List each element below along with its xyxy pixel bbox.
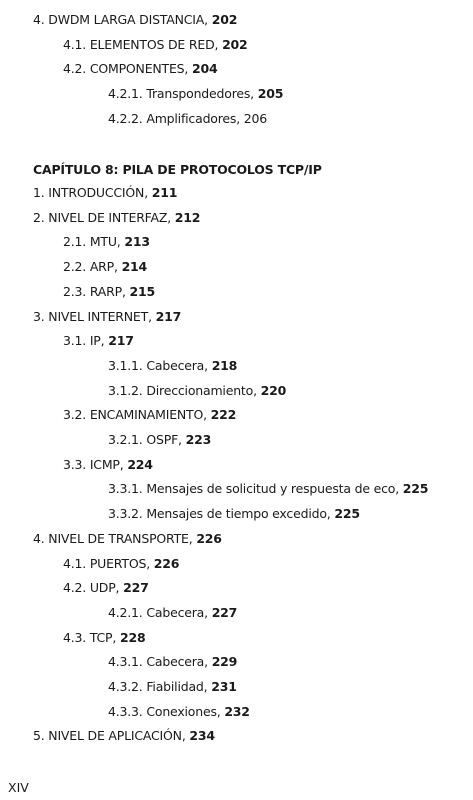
toc-entry-page-number: 225 [334, 506, 360, 522]
toc-entry-page-number: 228 [119, 629, 146, 645]
toc-entry-title: 4.3.3. Conexiones, [108, 703, 225, 719]
toc-entry-page-number: 202 [211, 12, 238, 27]
toc-entry-page-number: 211 [151, 185, 178, 200]
toc-entry-page-number: 231 [211, 679, 237, 694]
toc-entry-page-number: 217 [108, 333, 134, 349]
toc-entry [63, 630, 145, 646]
toc-entry [108, 679, 237, 695]
toc-entry-title: 4. NIVEL DE TRANSPORTE, [33, 530, 197, 546]
toc-entry-page-number: 232 [224, 703, 250, 719]
toc-entry [63, 333, 134, 349]
toc-entry [33, 728, 215, 744]
toc-entry [108, 605, 237, 621]
toc-entry [63, 407, 236, 423]
toc-entry [108, 704, 250, 720]
toc-entry-page-number: 229 [211, 654, 238, 670]
toc-entry-page-number: 222 [210, 407, 237, 423]
toc-entry-title: 4.2. COMPONENTES, [63, 61, 192, 77]
toc-entry-title: 3.3.1. Mensajes de solicitud y respuesta de eco, [108, 481, 403, 497]
toc-entry [63, 556, 179, 572]
chapter-heading: CAPÍTULO 8: PILA DE PROTOCOLOS TCP/IP [33, 162, 322, 177]
toc-entry [108, 506, 360, 522]
toc-entry-title: 3.1.1. Cabecera, [108, 357, 212, 373]
toc-entry [108, 358, 237, 374]
toc-entry [33, 185, 177, 201]
toc-entry-page-number: 223 [185, 432, 212, 447]
toc-entry-page-number: 212 [174, 209, 201, 225]
toc-entry-page-number: 214 [121, 259, 148, 275]
toc-entry [108, 111, 267, 127]
toc-entry-page-number: 213 [124, 234, 150, 250]
toc-entry [33, 12, 237, 28]
toc-entry-page-number: 215 [129, 283, 156, 299]
toc-entry [63, 580, 149, 596]
toc-entry-title: 4.1. PUERTOS, [63, 555, 154, 571]
toc-entry-title: 2.3. RARP, [63, 283, 130, 299]
toc-entry [63, 284, 155, 300]
toc-entry-page-number: 226 [196, 530, 222, 546]
toc-entry [108, 383, 286, 399]
toc-entry-title: 3.3.2. Mensajes de tiempo excedido, [108, 506, 335, 522]
toc-entry [63, 234, 150, 250]
toc-entry-title: 4.2. UDP, [63, 580, 124, 596]
toc-entry-title: 3.2.1. OSPF, [108, 432, 186, 447]
toc-entry-title: 4.3.1. Cabecera, [108, 654, 212, 670]
toc-entry-title: 3.2. ENCAMINAMIENTO, [63, 407, 211, 423]
toc-entry [33, 531, 222, 547]
toc-entry [63, 259, 147, 275]
toc-entry-title: 4.2.2. Amplificadores, [108, 110, 244, 126]
toc-entry [63, 61, 217, 77]
toc-entry [108, 86, 283, 102]
toc-entry-page-number: 205 [257, 86, 284, 102]
toc-entry-page-number: 227 [211, 604, 238, 620]
toc-entry-title: 2. NIVEL DE INTERFAZ, [33, 209, 175, 225]
toc-entry-page-number: 234 [189, 728, 215, 744]
page-number: XIV [8, 780, 29, 795]
toc-entry-title: 3.1. IP, [63, 333, 109, 349]
toc-entry-title: 2.2. ARP, [63, 259, 122, 275]
toc-entry-title: 4.3. TCP, [63, 629, 120, 645]
toc-entry-page-number: 218 [211, 357, 238, 373]
toc-entry-title: 1. INTRODUCCIÓN, [33, 185, 152, 200]
toc-entry-title: 4.2.1. Cabecera, [108, 604, 212, 620]
toc-entry [63, 37, 248, 53]
toc-entry-title: 3. NIVEL INTERNET, [33, 308, 156, 324]
toc-entry-page-number: 204 [191, 61, 218, 77]
toc-entry [33, 210, 200, 226]
toc-entry [108, 654, 237, 670]
toc-entry-title: 4. DWDM LARGA DISTANCIA, [33, 12, 212, 27]
toc-entry-page-number: 206 [243, 110, 268, 126]
toc-entry-page-number: 224 [127, 456, 153, 472]
toc-entry-title: 3.1.2. Direccionamiento, [108, 382, 261, 398]
toc-entry-title: 2.1. MTU, [63, 234, 125, 250]
toc-entry-page-number: 227 [123, 580, 149, 596]
toc-entry-title: 4.1. ELEMENTOS DE RED, [63, 36, 223, 52]
toc-entry-title: 5. NIVEL DE APLICACIÓN, [33, 728, 190, 744]
toc-entry-page-number: 226 [153, 555, 180, 571]
toc-entry-title: 4.2.1. Transpondedores, [108, 86, 258, 102]
toc-entry [33, 309, 181, 325]
toc-entry-page-number: 220 [260, 382, 287, 398]
toc-entry [63, 457, 153, 473]
toc-entry [108, 432, 211, 448]
toc-entry-title: 4.3.2. Fiabilidad, [108, 679, 212, 694]
toc-entry-title: 3.3. ICMP, [63, 456, 128, 472]
toc-entry-page-number: 217 [155, 308, 182, 324]
toc-entry-page-number: 225 [402, 481, 429, 497]
toc-entry-page-number: 202 [222, 36, 248, 52]
toc-entry [108, 481, 428, 497]
